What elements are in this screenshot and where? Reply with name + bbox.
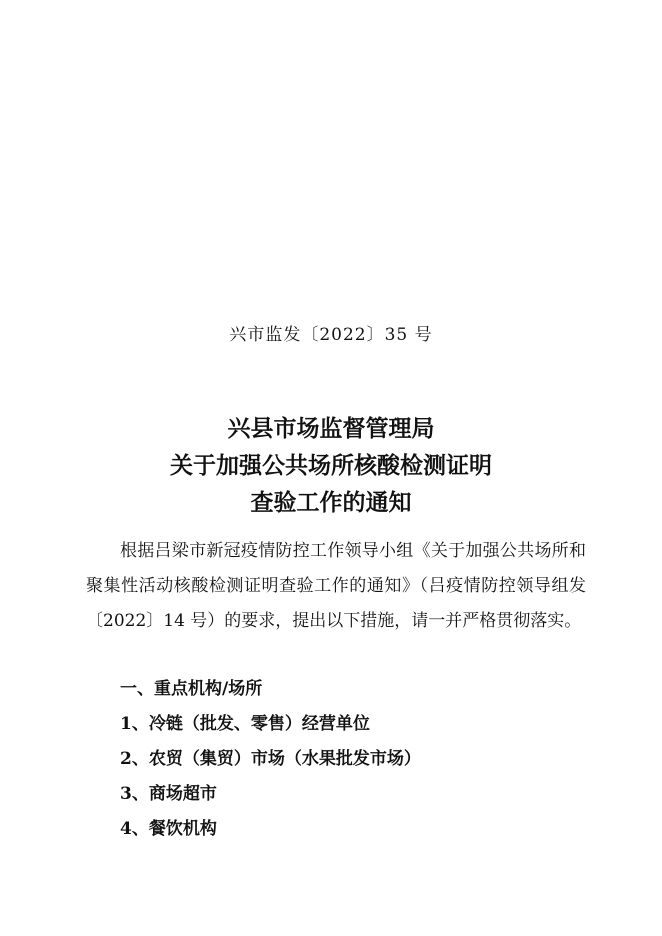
list-item: 1、冷链（批发、零售）经营单位: [120, 714, 370, 734]
list-item: 3、商场超市: [120, 784, 217, 804]
title-line-2: 关于加强公共场所核酸检测证明: [170, 452, 492, 479]
document-title: [0, 410, 662, 521]
title-line-1: 兴县市场监督管理局: [227, 415, 435, 442]
title-line-3: 查验工作的通知: [250, 489, 412, 516]
list-item: 2、农贸（集贸）市场（水果批发市场）: [120, 749, 421, 769]
body-paragraph: 根据吕梁市新冠疫情防控工作领导小组《关于加强公共场所和聚集性活动核酸检测证明查验工作的通知》（吕疫情防控领导组发〔2022〕14 号）的要求，提出以下措施，请一并严格贯彻落实。: [86, 541, 586, 631]
document-number: 兴市监发〔2022〕35 号: [229, 325, 433, 345]
section-heading: 一、重点机构/场所: [120, 679, 263, 699]
list-item: 4、餐饮机构: [120, 819, 217, 839]
key-places-list: [86, 672, 586, 847]
